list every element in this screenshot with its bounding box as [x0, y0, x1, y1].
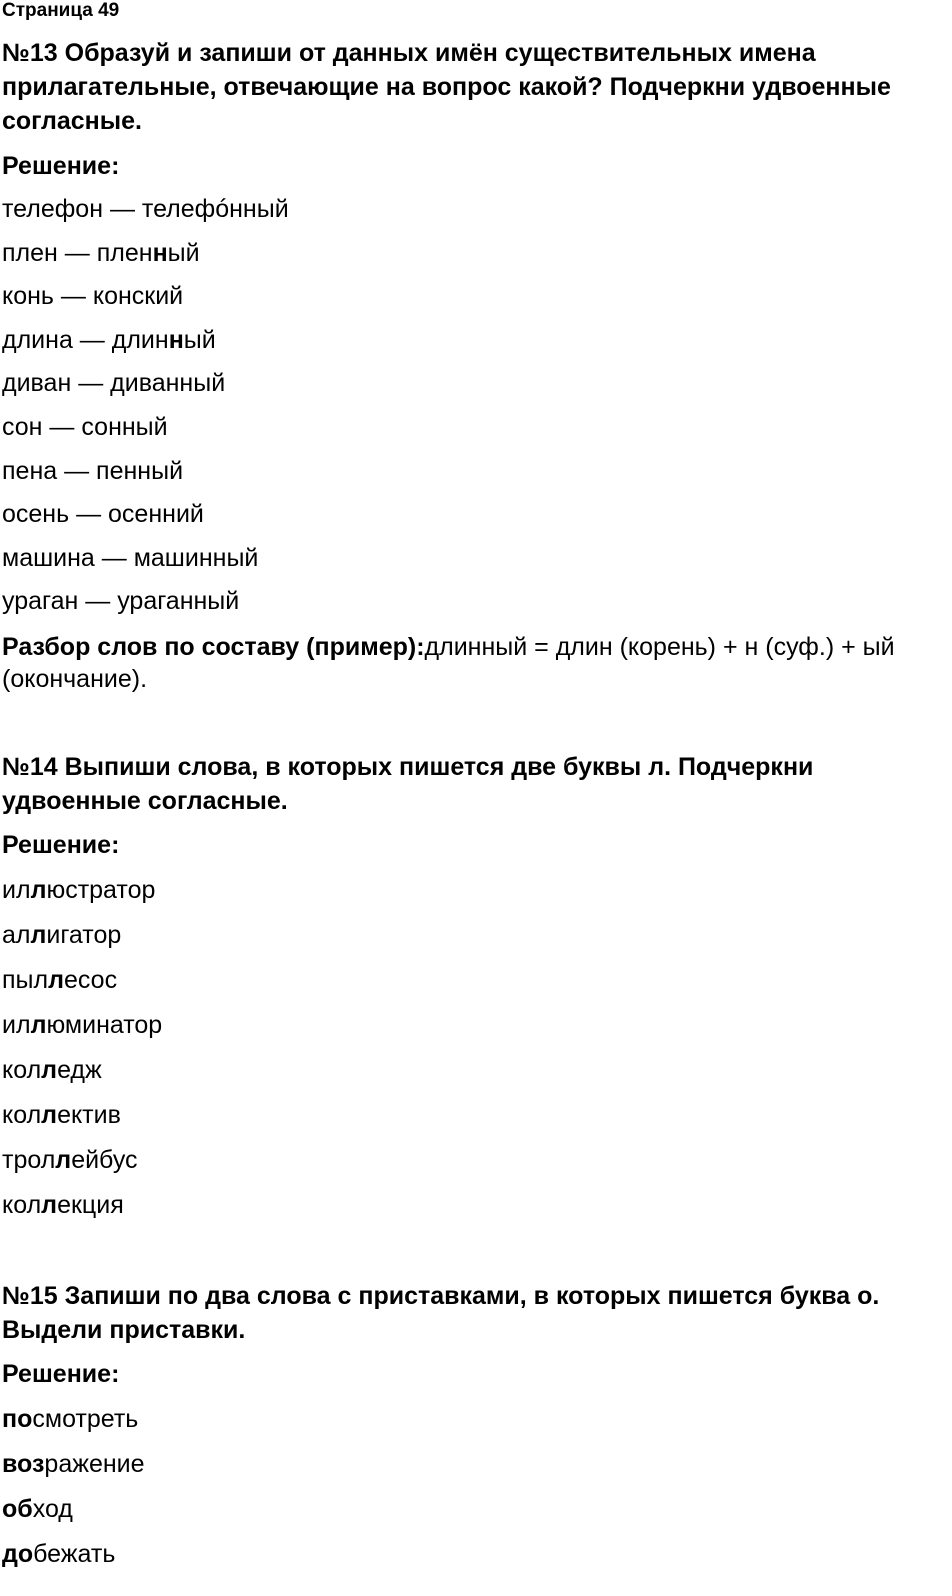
- word-breakdown-label: Разбор слов по составу (пример):: [2, 633, 425, 661]
- answer-item: [2, 1055, 162, 1085]
- answer-item: [2, 368, 289, 398]
- answer-item: [2, 412, 289, 442]
- highlighted-letters: л: [41, 1056, 58, 1084]
- answer-text: смотреть: [32, 1405, 139, 1433]
- highlighted-letters: л: [30, 1011, 47, 1039]
- answer-item: [2, 1100, 162, 1130]
- answer-text: кол: [2, 1191, 42, 1219]
- task-14-solution-label: Решение:: [2, 831, 120, 859]
- highlighted-letters: воз: [2, 1450, 45, 1478]
- task-15-title: №15 Запиши по два слова с приставками, в которых пишется буква о. Выдели приставки.: [2, 1282, 880, 1344]
- answer-text: юстратор: [46, 876, 156, 904]
- answer-text: плен — плен: [2, 238, 153, 267]
- word-breakdown: [2, 631, 947, 695]
- answer-text: диван — диванный: [2, 369, 226, 398]
- answer-text: машина — машинный: [2, 543, 259, 572]
- answer-text: ражение: [44, 1450, 145, 1478]
- answer-text: ый: [167, 238, 200, 267]
- answer-text: ил: [2, 876, 31, 904]
- answer-item: [2, 1404, 145, 1434]
- answer-item: [2, 456, 289, 486]
- highlighted-letters: л: [48, 966, 64, 994]
- answer-text: ал: [2, 921, 31, 949]
- answer-item: [2, 499, 289, 529]
- answer-text: телефон — телефóнный: [2, 195, 289, 223]
- highlighted-letters: л: [55, 1146, 72, 1174]
- answer-text: екция: [57, 1191, 124, 1219]
- answer-text: трол: [2, 1146, 56, 1174]
- highlighted-letters: н: [152, 238, 168, 267]
- answer-item: [2, 586, 289, 616]
- answer-item: [2, 1494, 145, 1524]
- answer-item: [2, 875, 162, 905]
- answer-item: [2, 238, 289, 268]
- task-13-answer-list: [2, 194, 289, 630]
- highlighted-letters: л: [30, 876, 47, 904]
- task-14-answer-list: [2, 875, 162, 1235]
- answer-item: [2, 325, 289, 355]
- answer-item: [2, 194, 289, 224]
- task-13-solution-label: Решение:: [2, 152, 120, 180]
- page-label: Страница 49: [2, 0, 120, 21]
- answer-text: юминатор: [46, 1011, 163, 1039]
- highlighted-letters: н: [168, 325, 184, 354]
- answer-text: пена — пенный: [2, 456, 184, 485]
- answer-item: [2, 543, 289, 573]
- highlighted-letters: л: [41, 1191, 58, 1219]
- answer-text: сон — сонный: [2, 412, 168, 441]
- answer-text: ураган — ураганный: [2, 587, 240, 616]
- highlighted-letters: до: [2, 1540, 34, 1568]
- answer-text: кол: [2, 1101, 42, 1129]
- answer-text: ейбус: [71, 1146, 138, 1174]
- task-15-solution-label: Решение:: [2, 1360, 120, 1388]
- answer-text: конь — конский: [2, 282, 184, 311]
- task-15-answer-list: [2, 1404, 145, 1584]
- answer-text: игатор: [46, 921, 122, 949]
- answer-text: кол: [2, 1056, 42, 1084]
- answer-item: [2, 281, 289, 311]
- answer-text: ектив: [57, 1101, 121, 1129]
- answer-item: [2, 965, 162, 995]
- answer-item: [2, 1539, 145, 1569]
- answer-text: осень — осенний: [2, 500, 204, 529]
- highlighted-letters: л: [41, 1101, 58, 1129]
- answer-text: ил: [2, 1011, 31, 1039]
- answer-item: [2, 920, 162, 950]
- answer-text: едж: [57, 1056, 102, 1084]
- answer-text: ход: [32, 1495, 73, 1523]
- highlighted-letters: по: [2, 1405, 33, 1433]
- word-breakdown-text: длинный = длин (корень) + н (суф.) + ый (окончание).: [2, 633, 895, 693]
- answer-text: пыл: [2, 966, 49, 994]
- answer-text: ый: [183, 325, 216, 354]
- answer-text: есос: [63, 966, 118, 994]
- answer-item: [2, 1010, 162, 1040]
- answer-text: бежать: [33, 1540, 116, 1568]
- answer-item: [2, 1190, 162, 1220]
- task-14-title: №14 Выпиши слова, в которых пишется две буквы л. Подчеркни удвоенные согласные.: [2, 753, 814, 815]
- answer-text: длина — длин: [2, 325, 169, 354]
- answer-item: [2, 1449, 145, 1479]
- highlighted-letters: об: [2, 1495, 33, 1523]
- task-13-title: №13 Образуй и запиши от данных имён существительных имена прилагательные, отвечающие на вопрос какой? Подчеркни удвоенные согласные.: [2, 39, 891, 135]
- answer-item: [2, 1145, 162, 1175]
- highlighted-letters: л: [30, 921, 47, 949]
